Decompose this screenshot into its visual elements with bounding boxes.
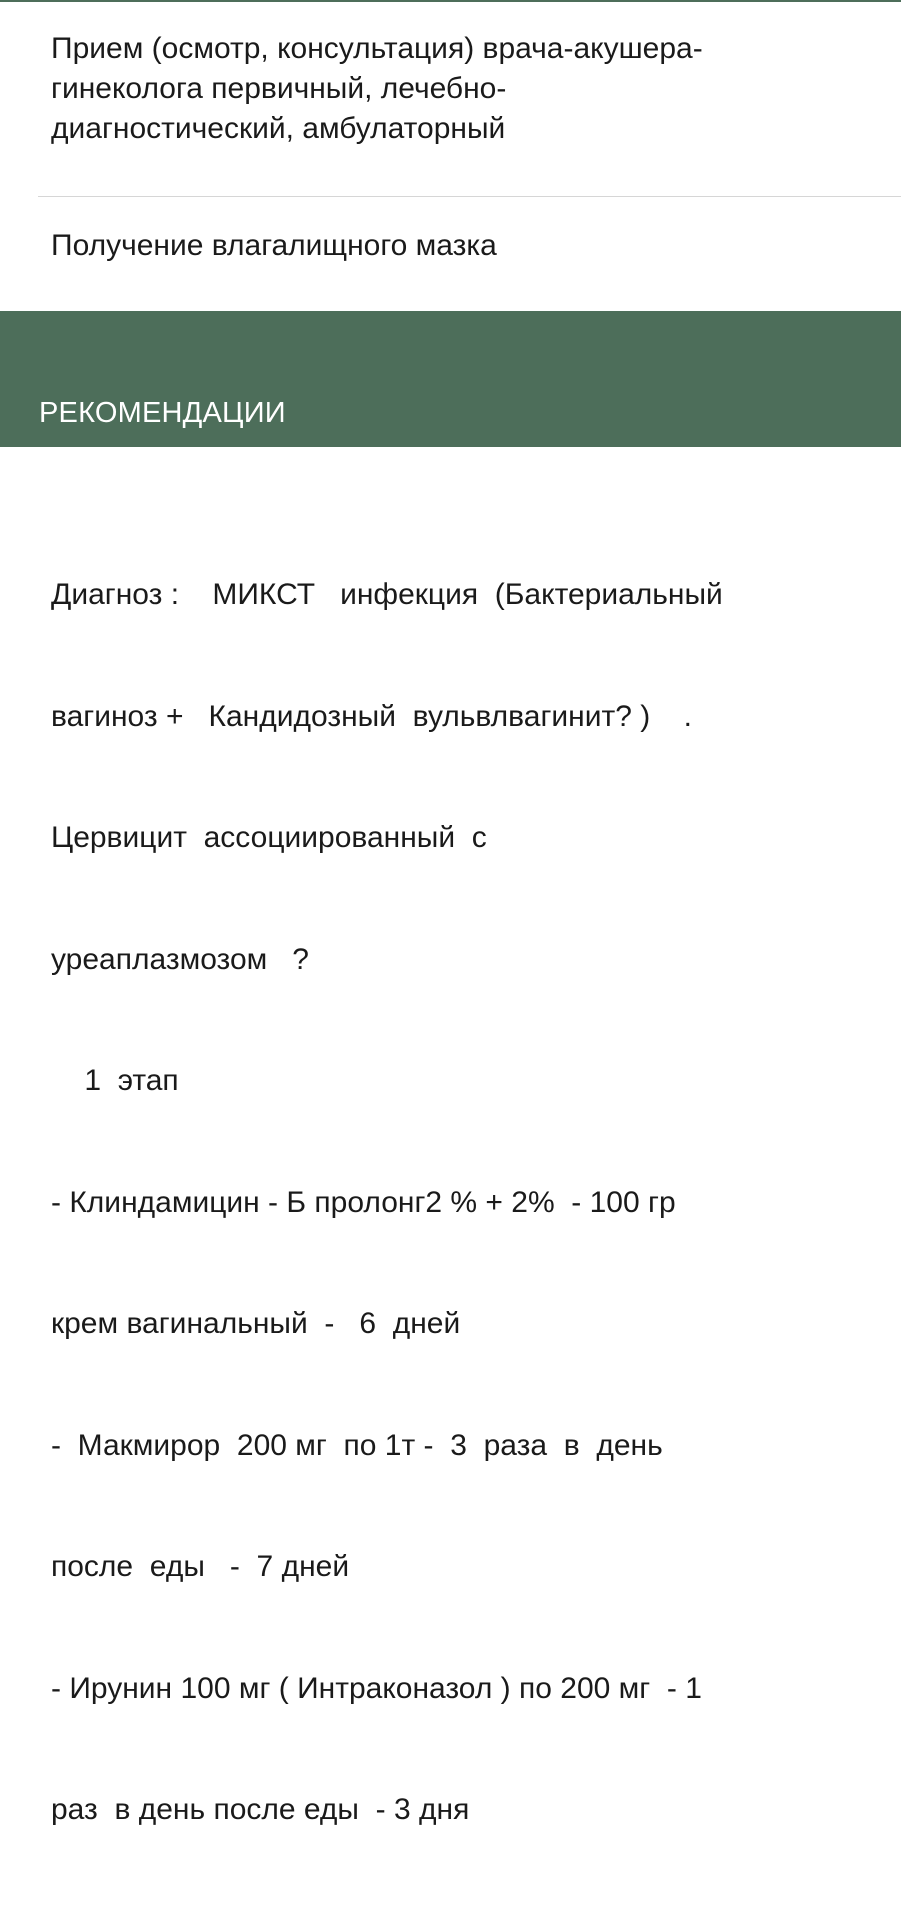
recommendation-line: вагиноз + Кандидозный вульвлвагинит? ) . — [51, 699, 692, 733]
service-item-smear: Получение влагалищного мазка — [51, 229, 497, 262]
recommendation-line: Диагноз : МИКСТ инфекция (Бактериальный — [51, 578, 723, 611]
recommendation-line: Цервицит ассоциированный с — [51, 821, 487, 854]
service-item-consultation: Прием (осмотр, консультация) врача-акушера- гинеколога первичный, лечебно- диагностический, амбулаторный — [51, 32, 703, 145]
recommendations-title: РЕКОМЕНДАЦИИ — [39, 397, 286, 429]
recommendation-line: крем вагинальный - 6 дней — [51, 1307, 461, 1340]
recommendations-text — [51, 494, 871, 1912]
recommendation-line: раз в день после еды - 3 дня — [51, 1793, 470, 1826]
service-divider — [38, 196, 901, 197]
recommendation-line: - Клиндамицин - Б пролонг2 % + 2% - 100 гр — [51, 1185, 676, 1219]
recommendation-line: 1 этап — [51, 1064, 179, 1097]
recommendation-line: уреаплазмозом ? — [51, 942, 309, 976]
recommendation-line: после еды - 7 дней — [51, 1550, 350, 1583]
recommendation-line: - Макмирор 200 мг по 1т - 3 раза в день — [51, 1428, 663, 1462]
top-accent-line — [0, 0, 901, 2]
recommendation-line: - Ирунин 100 мг ( Интраконазол ) по 200 мг - 1 — [51, 1671, 702, 1705]
